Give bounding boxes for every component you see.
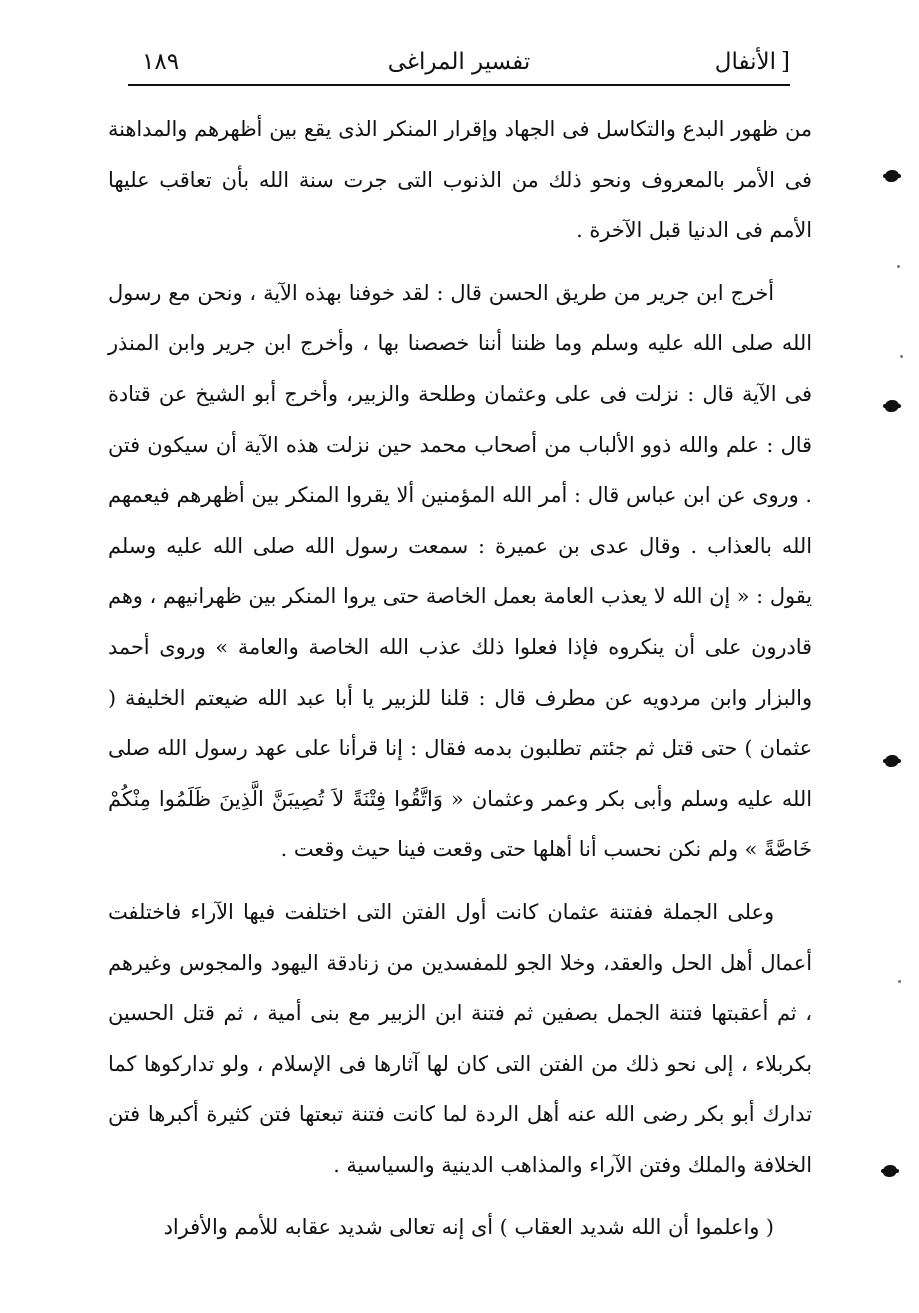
chapter-bracket: ]	[781, 49, 790, 75]
paragraph-1: من ظهور البدع والتكاسل فى الجهاد وإقرار المنكر الذى يقع بين أظهرهم والمداهنة فى الأمر بالمعروف ونحو ذلك من الذنوب التى جرت سنة الله بأن تعاقب عليها الأمم فى الدنيا قبل الآخرة .	[108, 117, 812, 243]
page-number: ١٨٩	[142, 49, 180, 75]
scan-mark-3	[885, 755, 899, 767]
running-title: تفسير المراغى	[387, 49, 531, 75]
page-header	[128, 42, 790, 86]
chapter-name	[715, 46, 790, 78]
paragraph-2: أخرج ابن جرير من طريق الحسن قال : لقد خوفنا بهذه الآية ، ونحن مع رسول الله صلى الله عليه وسلم وما ظننا أننا خصصنا بها ، وأخرج ابن جرير وابن المنذر فى الآية قال : نزلت فى على وعثمان وطلحة والزبير، وأخرج أبو الشيخ عن قتادة قال : علم والله ذوو الألباب من أصحاب محمد حين نزلت هذه الآية أن سيكون فتن . وروى عن ابن عباس قال : أمر الله المؤمنين ألا يقروا المنكر بين أظهرهم فيعمهم الله بالعذاب . وقال عدى بن عميرة : سمعت رسول الله صلى الله عليه وسلم يقول : « إن الله لا يعذب العامة بعمل الخاصة حتى يروا المنكر بين ظهرانيهم ، وهم قادرون على أن ينكروه فإذا فعلوا ذلك عذب الله الخاصة والعامة » وروى أحمد والبزار وابن مردويه عن مطرف قال : قلنا للزبير يا أبا عبد الله ضيعتم الخليفة ( عثمان ) حتى قتل ثم جئتم تطلبون بدمه فقال : إنا قرأنا على عهد رسول الله صلى الله عليه وسلم وأبى بكر وعمر وعثمان « وَاتَّقُوا فِتْنَةً لاَ تُصِيبَنَّ الَّذِينَ ظَلَمُوا مِنْكُمْ خَاصَّةً » ولم نكن نحسب أنا أهلها حتى وقعت فينا حيث وقعت .	[108, 280, 812, 862]
scan-mark-2	[885, 400, 899, 412]
scan-speck-2	[900, 355, 903, 358]
page-body	[108, 104, 812, 1253]
scan-mark-1	[885, 170, 899, 182]
scan-speck-3	[898, 980, 901, 983]
paragraph-3: وعلى الجملة ففتنة عثمان كانت أول الفتن التى اختلفت فيها الآراء فاختلفت أعمال أهل الحل والعقد، وخلا الجو للمفسدين من زنادقة اليهود والمجوس وغيرهم ، ثم أعقبتها فتنة الجمل بصفين ثم فتنة ابن الزبير مع بنى أمية ، ثم قتل الحسين بكربلاء ، إلى نحو ذلك من الفتن التى كان لها آثارها فى الإسلام ، ولو تداركوها كما تدارك أبو بكر رضى الله عنه أهل الردة لما كانت فتنة تبعتها فتن كثيرة أكبرها فتن الخلافة والملك وفتن الآراء والمذاهب الدينية والسياسية .	[108, 899, 812, 1177]
chapter-label: الأنفال	[714, 49, 777, 75]
scan-speck-1	[897, 265, 900, 268]
scan-mark-4	[883, 1165, 897, 1177]
paragraph-4: ( واعلموا أن الله شديد العقاب ) أى إنه تعالى شديد عقابه للأمم والأفراد	[163, 1215, 774, 1240]
